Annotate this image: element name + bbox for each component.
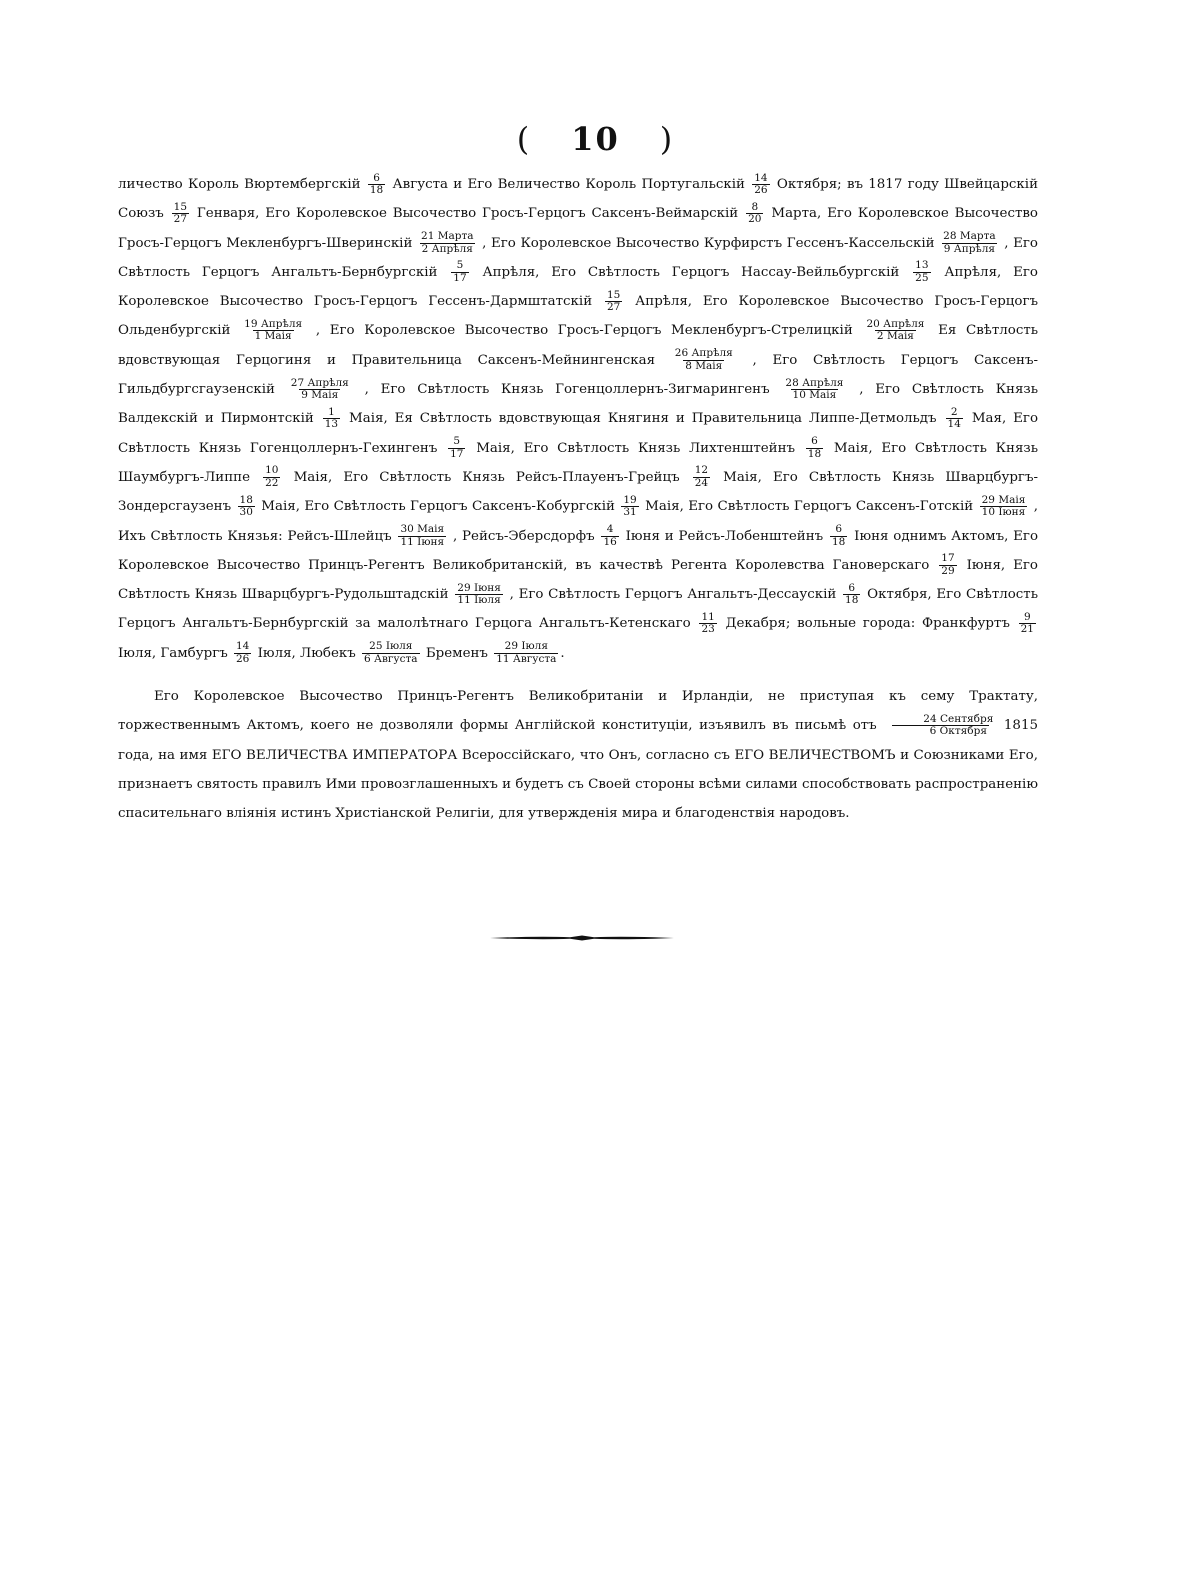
text-run: Іюня и Рейсъ-Лобенштейнъ — [625, 528, 824, 544]
date-fraction: $\frac{\text{21 Марта}}{\text{2 Апрѣля}}$ — [421, 230, 474, 255]
text-run: личество Король Вюртембергскій — [118, 177, 361, 192]
date-fraction: $\frac{\text{29 Іюня}}{\text{11 Іюля}}$ — [457, 581, 501, 607]
date-fraction: $\frac{15}{27}$ — [606, 288, 621, 314]
close-paren: ) — [659, 120, 675, 158]
text-run: , Его Свѣтлость Герцогъ Саксенъ-Гильдбургсгаузенскій — [118, 352, 1038, 398]
date-fraction: $\frac{1}{13}$ — [324, 405, 339, 431]
date-fraction: $\frac{6}{18}$ — [369, 171, 384, 196]
text-run: , Его Королевское Высочество Курфирстъ Гессенъ-Кассельскій — [482, 235, 935, 251]
page-number — [0, 120, 1191, 158]
text-run: , Его Свѣтлость Князь Валдекскій и Пирмонтскій — [118, 382, 1039, 427]
date-fraction: $\frac{6}{18}$ — [831, 523, 846, 548]
date-fraction: $\frac{5}{17}$ — [453, 259, 467, 284]
ornamental-divider — [490, 935, 674, 941]
date-fraction: $\frac{\text{28 Апрѣля}}{\text{10 Маія}}$ — [785, 376, 844, 402]
text-run: , Его Свѣтлость Герцогъ Ангальтъ-Дессаускій — [509, 587, 837, 603]
date-fraction: $\frac{\text{20 Апрѣля}}{\text{2 Маія}}$ — [866, 317, 925, 343]
date-fraction: $\frac{2}{14}$ — [947, 405, 961, 431]
date-fraction: $\frac{\text{29 Маія}}{\text{10 Іюня}}$ — [981, 493, 1026, 519]
text-run: Іюня однимъ Актомъ, Его Королевское Высочество Принцъ-Регентъ Великобританскій, въ качествѣ Регента Королевства Гановерскаго — [118, 528, 1039, 573]
text-run: Декабря; вольные города: Франкфуртъ — [725, 616, 1010, 632]
text-run: Іюля, Гамбургъ — [118, 645, 228, 661]
date-fraction: $\frac{14}{26}$ — [236, 640, 250, 665]
date-fraction: $\frac{12}{24}$ — [694, 464, 709, 489]
date-fraction: $\frac{\text{24 Сентября}}{\text{6 Октября}}$ — [885, 714, 995, 738]
text-run: Бременъ — [425, 645, 488, 661]
date-fraction: $\frac{17}{29}$ — [941, 552, 955, 577]
date-fraction: $\frac{4}{16}$ — [603, 523, 617, 548]
date-fraction: $\frac{\text{27 Апрѣля}}{\text{9 Маія}}$ — [290, 376, 349, 402]
date-fraction: $\frac{6}{18}$ — [845, 581, 859, 607]
text-run: . — [560, 645, 565, 661]
open-paren: ( — [516, 120, 532, 158]
text-run: Его Королевское Высочество Принцъ-Регентъ Великобританіи и Ирландіи, не приступая къ сему Трактату, торжественнымъ Актомъ, коего не дозволяли формы Англійской конституціи, изъявилъ въ письмѣ отъ — [118, 689, 1038, 734]
text-run: Мая, Его Свѣтлость Князь Гогенцоллернъ-Гехингенъ — [118, 411, 1039, 456]
date-fraction: $\frac{\text{29 Іюля}}{\text{11 Августа}}$ — [496, 640, 557, 665]
date-fraction: $\frac{\text{25 Іюля}}{\text{6 Августа}}$ — [364, 640, 418, 665]
text-run: Марта, Его Королевское Высочество Гросъ-Герцогъ Мекленбургъ-Шверинскій — [118, 206, 1038, 251]
date-fraction: $\frac{\text{26 Апрѣля}}{\text{8 Маія}}$ — [674, 347, 733, 372]
text-run: Іюля, Любекъ — [257, 645, 356, 661]
text-run: Апрѣля, Его Свѣтлость Герцогъ Нассау-Вейльбургскій — [482, 264, 900, 280]
text-run: Апрѣля, Его Королевское Высочество Гросъ-Герцогъ Ольденбургскій — [118, 294, 1038, 339]
date-fraction: $\frac{\text{30 Маія}}{\text{11 Іюня}}$ — [400, 523, 445, 548]
text-run: Маія, Его Свѣтлость Князь Лихтенштейнъ — [476, 440, 796, 456]
text-run: Іюня, Его Свѣтлость Князь Шварцбургъ-Рудольштадскій — [118, 557, 1038, 603]
text-run: Генваря, Его Королевское Высочество Гросъ-Герцогъ Саксенъ-Веймарскій — [196, 206, 739, 222]
date-fraction: $\frac{\text{28 Марта}}{\text{9 Апрѣля}}$ — [943, 230, 996, 255]
date-fraction: $\frac{13}{25}$ — [915, 259, 929, 284]
text-run: 1815 года, на имя ЕГО ВЕЛИЧЕСТВА ИМПЕРАТОРА Всероссійскаго, что Онъ, согласно съ ЕГО ВЕЛИЧЕСТВОМЪ и Союзниками Его, признаетъ святость правилъ Ими провозглашенныхъ и будетъ съ Своей стороны всѣми силами способствовать распространенію спасительнаго вліянія истинъ Христіанской Религіи, для утвержденія мира и благоденствія народовъ. — [118, 718, 1038, 822]
text-run: , Рейсъ-Эберсдорфъ — [452, 528, 595, 544]
treaty-accession-paragraph — [118, 170, 1038, 668]
text-run: , Его Свѣтлость Герцогъ Ангальтъ-Бернбургскій — [118, 235, 1038, 280]
date-fraction: $\frac{11}{23}$ — [701, 610, 715, 636]
date-fraction: $\frac{10}{22}$ — [265, 464, 279, 489]
text-run: Маія, Его Свѣтлость Герцогъ Саксенъ-Готскій — [645, 499, 974, 515]
text-run: Маія, Ея Свѣтлость вдовствующая Княгиня и Правительница Липпе-Детмольдъ — [349, 411, 937, 427]
text-run: Маія, Его Свѣтлость Князь Рейсъ-Плауенъ-Грейцъ — [293, 469, 680, 485]
date-fraction: $\frac{14}{26}$ — [754, 171, 768, 196]
document-body — [118, 170, 1038, 829]
text-run: Маія, Его Свѣтлость Князь Шаумбургъ-Липпе — [118, 440, 1038, 485]
text-run: , Ихъ Свѣтлость Князья: Рейсъ-Шлейцъ — [118, 499, 1038, 544]
date-fraction: $\frac{\text{19 Апрѣля}}{\text{1 Маія}}$ — [244, 317, 303, 343]
text-run: Маія, Его Свѣтлость Князь Шварцбургъ-Зондерсгаузенъ — [118, 469, 1038, 515]
date-fraction: $\frac{6}{18}$ — [807, 435, 822, 460]
text-run: Октября; въ 1817 году Швейцарскій Союзъ — [118, 177, 1038, 222]
text-run: Апрѣля, Его Королевское Высочество Гросъ-Герцогъ Гессенъ-Дармштатскій — [118, 264, 1038, 310]
text-run: Маія, Его Свѣтлость Герцогъ Саксенъ-Кобургскій — [261, 499, 615, 515]
date-fraction: $\frac{9}{21}$ — [1020, 610, 1034, 636]
date-fraction: $\frac{18}{30}$ — [239, 493, 253, 519]
date-fraction: $\frac{19}{31}$ — [623, 493, 637, 519]
date-fraction: $\frac{8}{20}$ — [748, 200, 762, 226]
date-fraction: $\frac{5}{17}$ — [450, 435, 464, 460]
page-number-value: 10 — [571, 120, 620, 158]
text-run: , Его Свѣтлость Князь Гогенцоллернъ-Зигмарингенъ — [364, 382, 770, 398]
date-fraction: $\frac{15}{27}$ — [173, 200, 188, 226]
text-run: Ея Свѣтлость вдовствующая Герцогиня и Правительница Саксенъ-Мейнингенская — [118, 323, 1039, 368]
text-run: Октября, Его Свѣтлость Герцогъ Ангальтъ-Бернбургскій за малолѣтнаго Герцога Ангальтъ-Кетенскаго — [118, 587, 1039, 632]
prince-regent-paragraph — [118, 682, 1038, 828]
text-run: Августа и Его Величество Король Португальскій — [392, 177, 745, 192]
text-run: , Его Королевское Высочество Гросъ-Герцогъ Мекленбургъ-Стрелицкій — [315, 323, 853, 339]
